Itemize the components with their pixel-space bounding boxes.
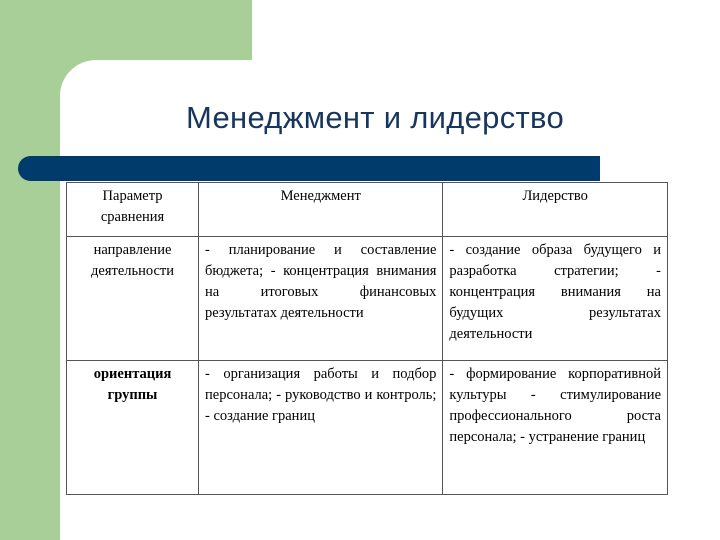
row-management-cell: - планирование и составление бюджета; - концентрация внимания на итоговых финансовых результатах деятельности <box>199 237 443 361</box>
comparison-table <box>66 182 668 495</box>
row-leadership-cell: - создание образа будущего и разработка стратегии; - концентрация внимания на будущих результатах деятельности <box>443 237 668 361</box>
row-management-cell: - организация работы и подбор персонала; - руководство и контроль; - создание границ <box>199 361 443 495</box>
row-param: ориентация группы <box>67 361 199 495</box>
slide-title: Менеджмент и лидерство <box>186 100 564 135</box>
table-row <box>67 237 668 361</box>
row-param: направление деятельности <box>67 237 199 361</box>
header-leadership: Лидерство <box>443 183 668 237</box>
header-param: Параметр сравнения <box>67 183 199 237</box>
row-leadership-cell: - формирование корпоративной культуры - стимулирование профессионального роста персонала; - устранение границ <box>443 361 668 495</box>
title-underline-bar <box>18 156 600 181</box>
table-row <box>67 361 668 495</box>
header-management: Менеджмент <box>199 183 443 237</box>
table-header-row <box>67 183 668 237</box>
